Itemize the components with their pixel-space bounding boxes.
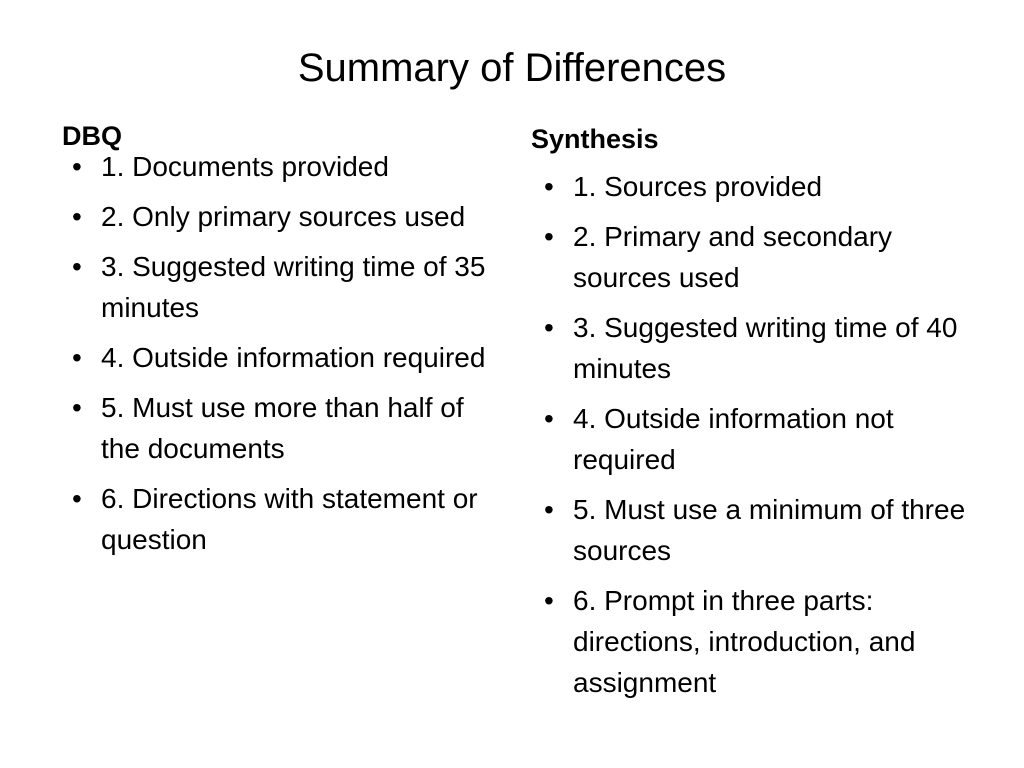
list-item bbox=[72, 196, 502, 237]
bullet-icon: • bbox=[544, 312, 554, 343]
list-item-text: 5. Must use more than half of the documents bbox=[101, 392, 464, 464]
list-item bbox=[72, 246, 502, 328]
bullet-icon: • bbox=[544, 494, 554, 525]
list-item bbox=[544, 398, 984, 480]
list-item bbox=[72, 478, 502, 560]
list-item-text: 3. Suggested writing time of 40 minutes bbox=[573, 312, 958, 384]
bullet-icon: • bbox=[544, 221, 554, 252]
bullet-icon: • bbox=[72, 151, 82, 182]
list-item-text: 6. Prompt in three parts: directions, introduction, and assignment bbox=[573, 585, 916, 698]
list-item bbox=[72, 337, 502, 378]
bullet-icon: • bbox=[72, 483, 82, 514]
synthesis-list bbox=[544, 166, 984, 712]
list-item bbox=[72, 146, 502, 187]
list-item-text: 2. Only primary sources used bbox=[101, 201, 466, 232]
bullet-icon: • bbox=[544, 403, 554, 434]
list-item bbox=[544, 216, 984, 298]
list-item-text: 2. Primary and secondary sources used bbox=[573, 221, 893, 293]
list-item-text: 1. Documents provided bbox=[101, 151, 389, 182]
list-item-text: 3. Suggested writing time of 35 minutes bbox=[101, 251, 486, 323]
list-item-text: 6. Directions with statement or question bbox=[101, 483, 478, 555]
bullet-icon: • bbox=[544, 171, 554, 202]
bullet-icon: • bbox=[72, 392, 82, 423]
bullet-icon: • bbox=[72, 201, 82, 232]
list-item-text: 4. Outside information required bbox=[101, 342, 486, 373]
list-item bbox=[544, 580, 984, 703]
synthesis-heading: Synthesis bbox=[531, 124, 659, 154]
dbq-list bbox=[72, 146, 502, 569]
list-item bbox=[544, 489, 984, 571]
list-item-text: 4. Outside information not required bbox=[573, 403, 894, 475]
list-item bbox=[544, 166, 984, 207]
bullet-icon: • bbox=[544, 585, 554, 616]
list-item-text: 5. Must use a minimum of three sources bbox=[573, 494, 966, 566]
list-item-text: 1. Sources provided bbox=[573, 171, 823, 202]
slide-title: Summary of Differences bbox=[297, 46, 727, 90]
dbq-heading: DBQ bbox=[62, 121, 122, 151]
bullet-icon: • bbox=[72, 342, 82, 373]
list-item bbox=[544, 307, 984, 389]
bullet-icon: • bbox=[72, 251, 82, 282]
list-item bbox=[72, 387, 502, 469]
